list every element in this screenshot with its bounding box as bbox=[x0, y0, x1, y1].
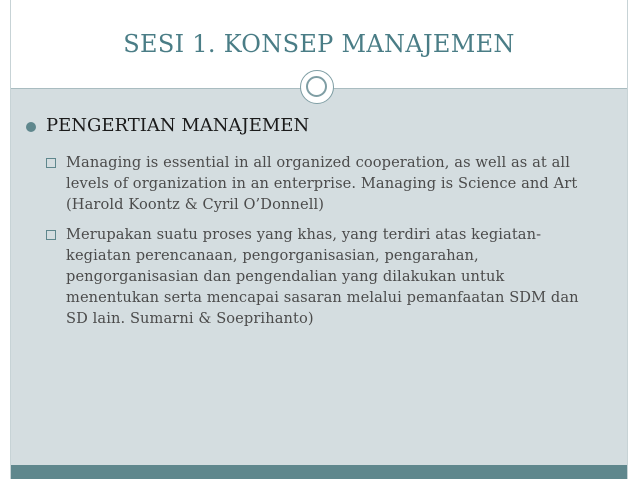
filled-circle-bullet-icon bbox=[26, 122, 36, 132]
inner-ring bbox=[306, 76, 327, 97]
section-heading: PENGERTIAN MANAJEMEN bbox=[46, 115, 310, 136]
point-text: Merupakan suatu proses yang khas, yang terdiri atas kegiatan-kegiatan perencanaan, pengorganisasian, pengarahan, pengorganisasian dan pengendalian yang dilakukan untuk menentukan serta mencapai sasaran melalui pemanfaatan SDM dan SD lain. Sumarni & Soeprihanto) bbox=[66, 226, 579, 327]
heading-bullet-item bbox=[26, 114, 616, 138]
double-ring-icon bbox=[300, 70, 334, 104]
point-text: Managing is essential in all organized cooperation, as well as at all levels of organization in an enterprise. Managing is Science and Art (Harold Koontz & Cyril O’Donnell) bbox=[66, 154, 578, 213]
bottom-strip bbox=[11, 465, 627, 479]
list-item bbox=[46, 224, 616, 329]
list-item bbox=[46, 152, 616, 215]
frame-right-line bbox=[627, 0, 628, 479]
hollow-square-bullet-icon bbox=[46, 230, 56, 240]
slide-title: SESI 1. KONSEP MANAJEMEN bbox=[123, 30, 515, 58]
hollow-square-bullet-icon bbox=[46, 158, 56, 168]
